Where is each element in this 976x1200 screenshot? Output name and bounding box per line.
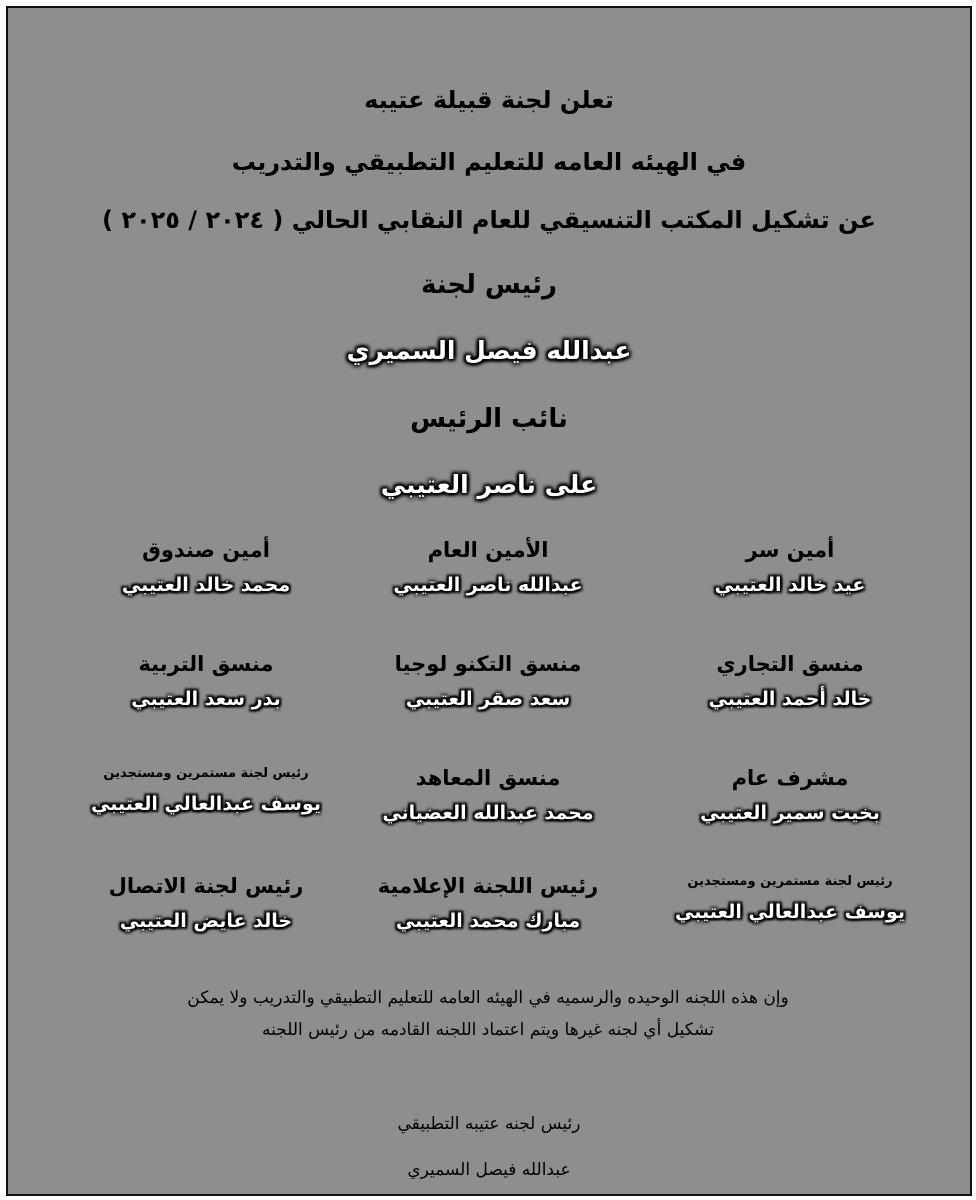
member-commercial-coordinator [640, 652, 940, 710]
role-label: منسق التربية [138, 652, 274, 676]
member-communication-committee-head [56, 874, 356, 932]
notice-line-1: وإن هذه اللجنه الوحيده والرسميه في الهيئه العامه للتعليم التطبيقي والتدريب ولا يمكن [187, 988, 789, 1008]
member-name: عبدالله ناصر العتيبي [393, 574, 583, 596]
president-name: عبدالله فيصل السميري [346, 336, 632, 365]
member-institutes-coordinator [338, 766, 638, 824]
member-students-committee-head [56, 766, 356, 815]
member-students-committee-head-2 [640, 874, 940, 923]
role-label: الأمين العام [427, 538, 549, 562]
header-line-2: في الهيئه العامه للتعليم التطبيقي والتدريب [231, 148, 747, 176]
vice-president-name: على ناصر العتيبي [380, 470, 598, 499]
role-label: رئيس لجنة مستمرين ومستجدين [687, 874, 893, 889]
member-name: خالد أحمد العتيبي [708, 688, 872, 710]
member-name: يوسف عبدالعالي العتيبي [90, 793, 322, 815]
member-media-committee-head [338, 874, 638, 932]
member-name: محمد عبدالله العضياني [382, 802, 594, 824]
member-name: محمد خالد العتيبي [121, 574, 291, 596]
president-title: رئيس لجنة [420, 270, 558, 300]
member-secretary [640, 538, 940, 596]
member-name: سعد صقر العتيبي [405, 688, 571, 710]
role-label: رئيس لجنة الاتصال [108, 874, 304, 898]
role-label: أمين صندوق [142, 538, 270, 562]
member-technology-coordinator [338, 652, 638, 710]
role-label: منسق التجاري [716, 652, 864, 676]
role-label: رئيس اللجنة الإعلامية [377, 874, 599, 898]
vice-president-title: نائب الرئيس [410, 404, 568, 434]
notice-line-2: تشكيل أي لجنه غيرها ويتم اعتماد اللجنه القادمه من رئيس اللجنه [261, 1020, 715, 1041]
role-label: منسق التكنو لوجيا [394, 652, 582, 676]
member-name: بدر سعد العتيبي [131, 688, 281, 710]
member-treasurer [56, 538, 356, 596]
official-notice [88, 982, 888, 1047]
member-name: مبارك محمد العتيبي [395, 910, 581, 932]
member-name: يوسف عبدالعالي العتيبي [674, 901, 906, 923]
signature-title: رئيس لجنه عتيبه التطبيقي [397, 1114, 581, 1134]
header-line-1: تعلن لجنة قبيلة عتيبه [364, 86, 614, 114]
member-general-secretary [338, 538, 638, 596]
role-label: رئيس لجنة مستمرين ومستجدين [103, 766, 309, 781]
member-education-coordinator [56, 652, 356, 710]
announcement-poster [6, 6, 972, 1196]
member-name: بخيت سمير العتيبي [700, 802, 880, 824]
header-line-3: عن تشكيل المكتب التنسيقي للعام النقابي الحالي ( ٢٠٢٤ / ٢٠٢٥ ) [102, 206, 876, 234]
role-label: أمين سر [745, 538, 835, 562]
role-label: منسق المعاهد [415, 766, 561, 790]
role-label: مشرف عام [731, 766, 849, 790]
member-name: خالد عايض العتيبي [119, 910, 293, 932]
signature-name: عبدالله فيصل السميري [407, 1160, 571, 1180]
member-name: عيد خالد العتيبي [714, 574, 866, 596]
member-general-supervisor [640, 766, 940, 824]
